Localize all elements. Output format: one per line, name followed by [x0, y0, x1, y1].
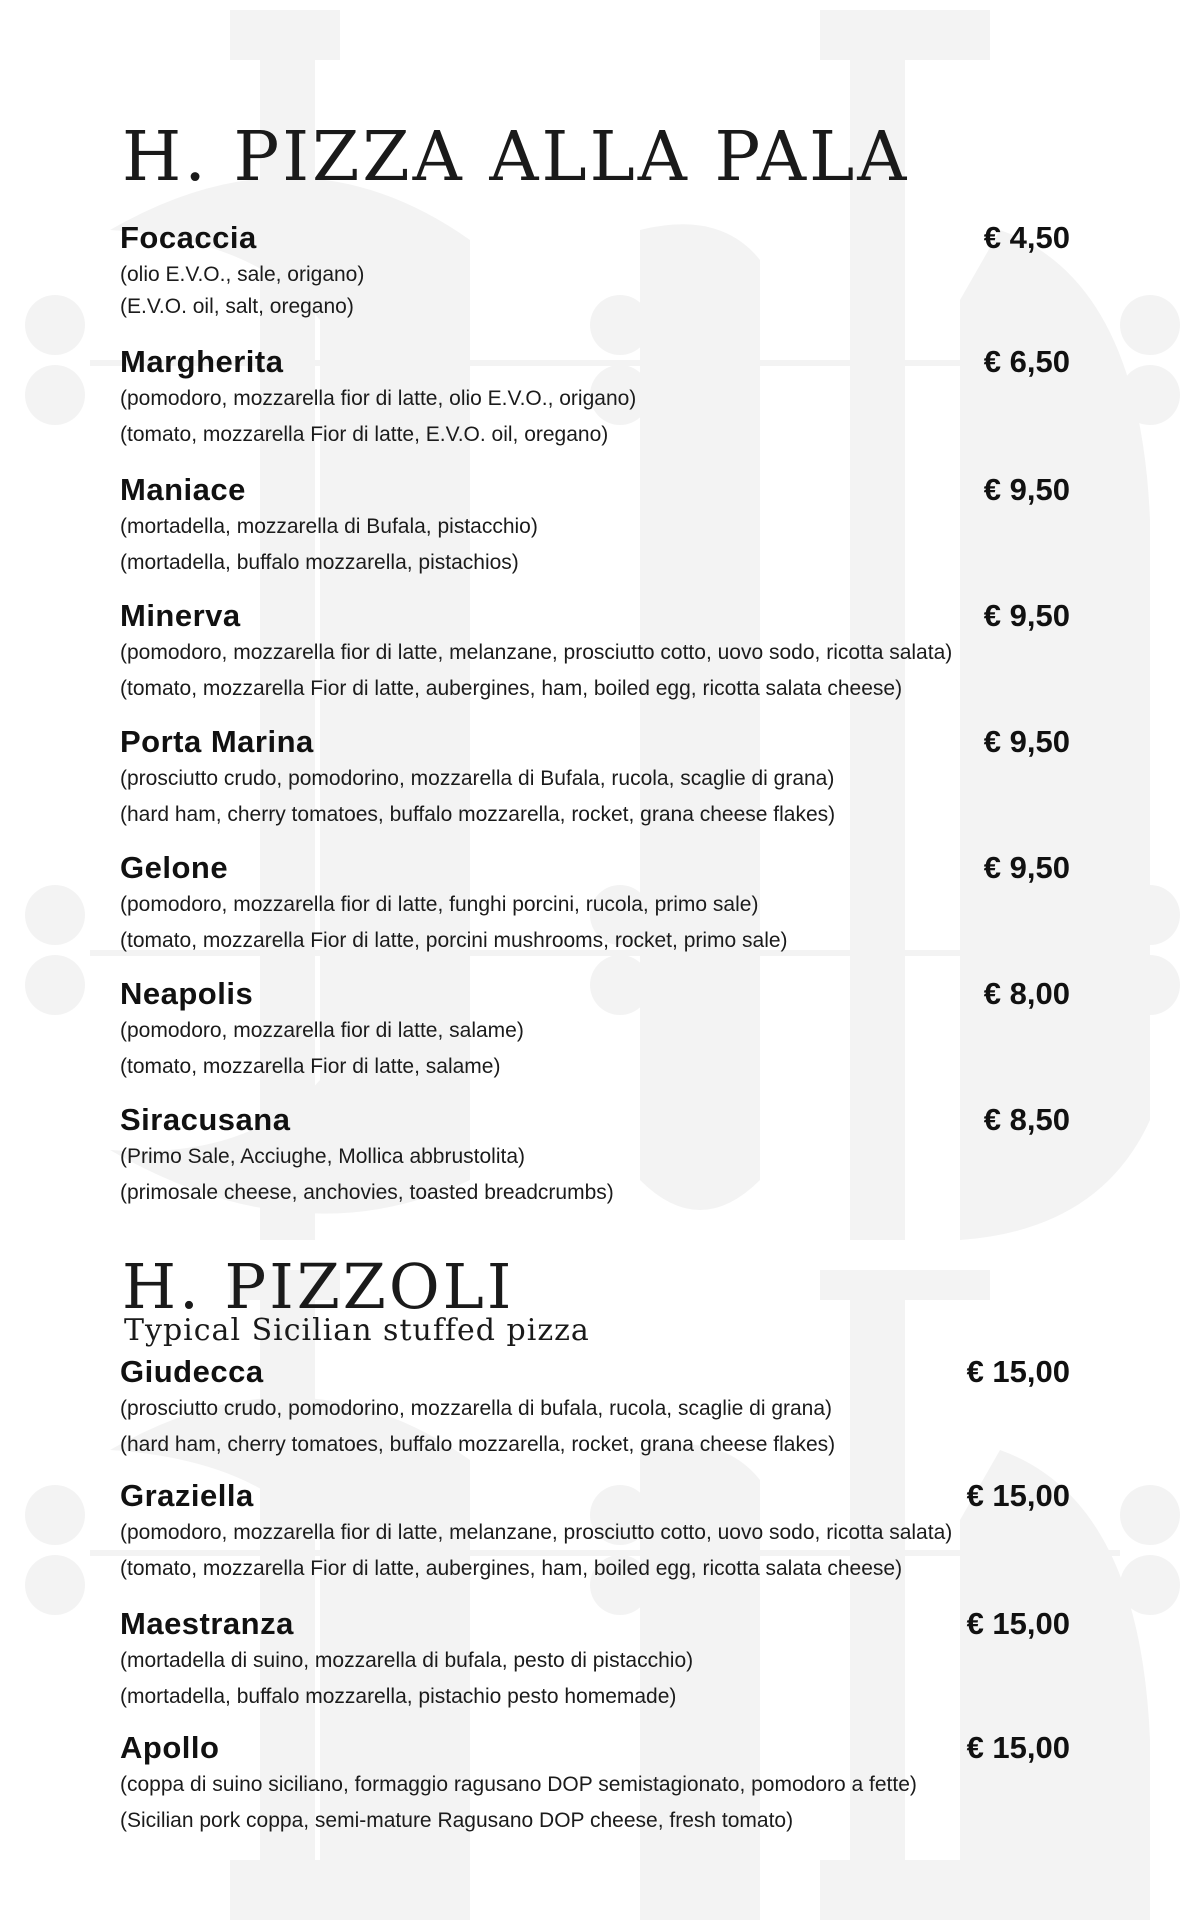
item-name: Neapolis — [120, 976, 254, 1011]
menu-item — [120, 220, 1070, 324]
item-price: € 15,00 — [966, 1606, 1070, 1641]
menu-item — [120, 1730, 1070, 1838]
item-desc-en: (tomato, mozzarella Fior di latte, aubergines, ham, boiled egg, ricotta salata cheese) — [120, 1557, 903, 1580]
item-name: Maniace — [120, 472, 246, 507]
item-name: Graziella — [120, 1478, 254, 1513]
item-desc-it: (prosciutto crudo, pomodorino, mozzarella di bufala, rucola, scaglie di grana) — [120, 1397, 833, 1420]
item-desc-en: (tomato, mozzarella Fior di latte, E.V.O. oil, oregano) — [120, 423, 609, 446]
item-price: € 15,00 — [966, 1354, 1070, 1389]
item-price: € 6,50 — [983, 344, 1070, 379]
item-price: € 4,50 — [983, 220, 1070, 255]
item-price: € 9,50 — [983, 850, 1070, 885]
item-name: Giudecca — [120, 1354, 264, 1389]
item-desc-en: (hard ham, cherry tomatoes, buffalo mozzarella, rocket, grana cheese flakes) — [120, 1433, 836, 1456]
menu-item — [120, 1478, 1070, 1586]
item-name: Apollo — [120, 1730, 220, 1765]
item-desc-en: (tomato, mozzarella Fior di latte, salame) — [120, 1055, 501, 1078]
item-desc-it: (prosciutto crudo, pomodorino, mozzarella di Bufala, rucola, scaglie di grana) — [120, 767, 835, 790]
item-desc-it: (mortadella di suino, mozzarella di bufala, pesto di pistacchio) — [120, 1649, 694, 1672]
item-desc-it: (pomodoro, mozzarella fior di latte, melanzane, prosciutto cotto, uovo sodo, ricotta salata) — [120, 1521, 953, 1544]
menu-item — [120, 598, 1070, 706]
menu-item — [120, 724, 1070, 832]
item-desc-it: (pomodoro, mozzarella fior di latte, salame) — [120, 1019, 524, 1042]
item-desc-it: (pomodoro, mozzarella fior di latte, funghi porcini, rucola, primo sale) — [120, 893, 759, 916]
item-price: € 15,00 — [966, 1730, 1070, 1765]
item-desc-en: (E.V.O. oil, salt, oregano) — [120, 295, 354, 318]
item-desc-en: (Sicilian pork coppa, semi-mature Ragusano DOP cheese, fresh tomato) — [120, 1809, 794, 1832]
item-desc-en: (primosale cheese, anchovies, toasted breadcrumbs) — [120, 1181, 614, 1204]
section-title-pizzoli: H. PIZZOLI — [122, 1250, 515, 1323]
item-name: Siracusana — [120, 1102, 291, 1137]
item-price: € 9,50 — [983, 472, 1070, 507]
item-desc-it: (mortadella, mozzarella di Bufala, pistacchio) — [120, 515, 538, 538]
item-desc-en: (tomato, mozzarella Fior di latte, porcini mushrooms, rocket, primo sale) — [120, 929, 788, 952]
section-title-pizza-alla-pala: H. PIZZA ALLA PALA — [122, 118, 910, 197]
item-desc-it: (coppa di suino siciliano, formaggio ragusano DOP semistagionato, pomodoro a fette) — [120, 1773, 917, 1796]
item-desc-en: (mortadella, buffalo mozzarella, pistachios) — [120, 551, 519, 574]
item-desc-en: (mortadella, buffalo mozzarella, pistachio pesto homemade) — [120, 1685, 677, 1708]
menu-item — [120, 976, 1070, 1084]
menu-item — [120, 1606, 1070, 1714]
menu-item — [120, 472, 1070, 580]
item-name: Minerva — [120, 598, 241, 633]
item-name: Gelone — [120, 850, 229, 885]
menu-item — [120, 1354, 1070, 1462]
item-price: € 8,00 — [983, 976, 1070, 1011]
section-subtitle: Typical Sicilian stuffed pizza — [124, 1313, 590, 1348]
item-desc-en: (tomato, mozzarella Fior di latte, aubergines, ham, boiled egg, ricotta salata cheese) — [120, 677, 903, 700]
item-desc-it: (pomodoro, mozzarella fior di latte, melanzane, prosciutto cotto, uovo sodo, ricotta salata) — [120, 641, 953, 664]
item-price: € 8,50 — [983, 1102, 1070, 1137]
item-desc-it: (pomodoro, mozzarella fior di latte, olio E.V.O., origano) — [120, 387, 637, 410]
menu-item — [120, 1102, 1070, 1210]
item-desc-en: (hard ham, cherry tomatoes, buffalo mozzarella, rocket, grana cheese flakes) — [120, 803, 836, 826]
item-name: Maestranza — [120, 1606, 294, 1641]
item-price: € 15,00 — [966, 1478, 1070, 1513]
item-name: Focaccia — [120, 220, 257, 255]
item-price: € 9,50 — [983, 598, 1070, 633]
item-price: € 9,50 — [983, 724, 1070, 759]
item-desc-it: (olio E.V.O., sale, origano) — [120, 263, 365, 286]
item-name: Margherita — [120, 344, 284, 379]
menu-item — [120, 344, 1070, 452]
item-desc-it: (Primo Sale, Acciughe, Mollica abbrustolita) — [120, 1145, 526, 1168]
item-name: Porta Marina — [120, 724, 314, 759]
menu-item — [120, 850, 1070, 958]
